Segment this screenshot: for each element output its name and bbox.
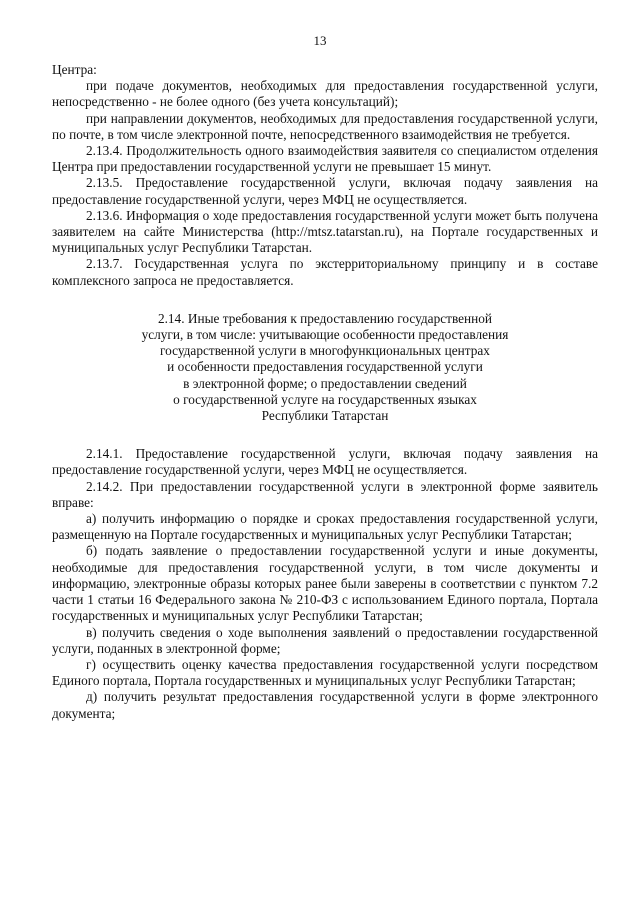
- section-title-line: государственной услуги в многофункциональных центрах: [160, 343, 490, 359]
- section-title-line: и особенности предоставления государственной услуги: [167, 359, 483, 375]
- section-title-line: услуги, в том числе: учитывающие особенности предоставления: [141, 327, 509, 343]
- section-title-line: в электронной форме; о предоставлении сведений: [183, 375, 467, 391]
- paragraph: 2.13.5. Предоставление государственной услуги, включая подачу заявления на предоставление государственной услуги, через МФЦ не осуществляется.: [52, 175, 598, 207]
- section-title: [52, 311, 598, 424]
- paragraph: д) получить результат предоставления государственной услуги в форме электронного документа;: [52, 689, 598, 721]
- page-number: 13: [313, 33, 327, 48]
- section-title-line: Республики Татарстан: [261, 408, 389, 424]
- section-title-line: 2.14. Иные требования к предоставлению государственной: [157, 310, 493, 326]
- paragraph: при направлении документов, необходимых для предоставления государственной услуги, по почте, в том числе электронной почте, непосредственного взаимодействия не требуется.: [52, 110, 598, 142]
- document-body: [52, 62, 598, 722]
- paragraph: 2.14.2. При предоставлении государственной услуги в электронной форме заявитель вправе:: [52, 478, 598, 510]
- paragraph: г) осуществить оценку качества предоставления государственной услуги посредством Единого портала, Портала государственных и муниципальных услуг Республики Татарстан;: [52, 656, 598, 689]
- paragraph: 2.13.6. Информация о ходе предоставления государственной услуги может быть получена заявителем на сайте Министерства (http://mtsz.tatarstan.ru), на Портале государственных и муниципальных услуг Республики Татарстан.: [52, 207, 598, 256]
- paragraphs-before: [52, 62, 598, 289]
- paragraph: Центра:: [52, 62, 97, 77]
- paragraph: а) получить информацию о порядке и сроках предоставления государственной услуги, размещенную на Портале государственных и муниципальных услуг Республики Татарстан;: [52, 511, 598, 543]
- paragraph: 2.13.7. Государственная услуга по экстерриториальному принципу и в составе комплексного запроса не предоставляется.: [52, 256, 598, 288]
- paragraph: б) подать заявление о предоставлении государственной услуги и иные документы, необходимые для предоставления государственной услуги, в том числе документы и информацию, электронные образы которых ранее были заверены в соответствии с пунктом 7.2 части 1 статьи 16 Федерального закона № 210-ФЗ с использованием Единого портала, Портала государственных и муниципальных услуг Республики Татарстан;: [52, 543, 598, 624]
- section-title-line: о государственной услуге на государственных языках: [173, 391, 477, 407]
- paragraph: 2.13.4. Продолжительность одного взаимодействия заявителя со специалистом отделения Центра при предоставлении государственной услуги не превышает 15 минут.: [52, 143, 598, 175]
- paragraphs-after: [52, 446, 598, 721]
- paragraph: при подаче документов, необходимых для предоставления государственной услуги, непосредственно - не более одного (без учета консультаций);: [52, 78, 598, 110]
- paragraph: 2.14.1. Предоставление государственной услуги, включая подачу заявления на предоставление государственной услуги, через МФЦ не осуществляется.: [52, 446, 598, 478]
- paragraph: в) получить сведения о ходе выполнения заявлений о предоставлении государственной услуги, поданных в электронной форме;: [52, 624, 598, 656]
